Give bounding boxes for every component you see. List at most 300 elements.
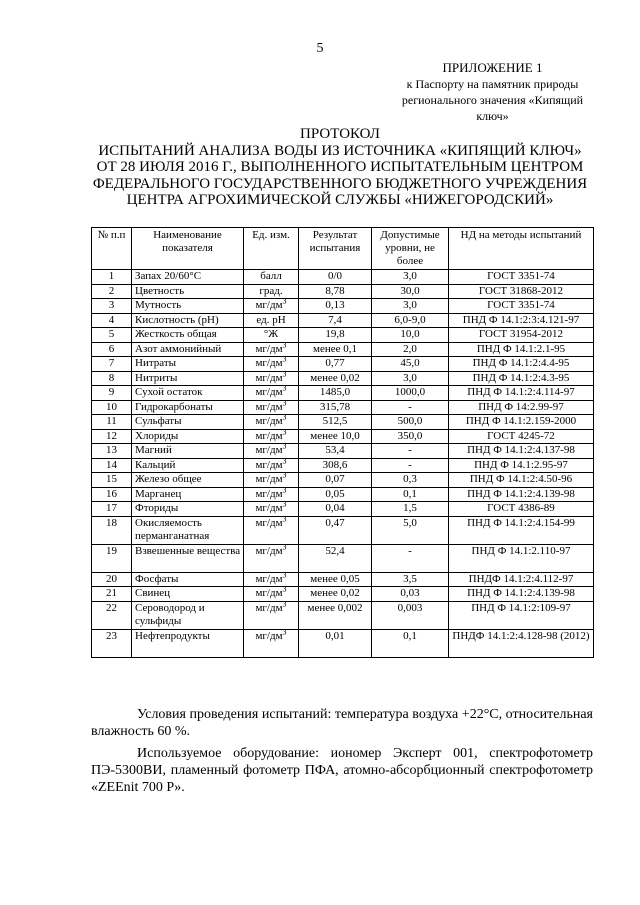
cell-name-text: Запах 20/60°C bbox=[135, 270, 202, 282]
cell-result-text: менее 0,02 bbox=[310, 371, 360, 384]
cell-number-text: 19 bbox=[106, 544, 117, 557]
table-row bbox=[92, 357, 594, 372]
cell-limit bbox=[372, 516, 449, 544]
cell-limit bbox=[372, 284, 449, 299]
cell-name bbox=[132, 270, 244, 285]
cell-method bbox=[449, 270, 594, 285]
cell-number-text: 7 bbox=[108, 357, 115, 369]
cell-limit-text: 0,03 bbox=[400, 587, 420, 599]
cell-method bbox=[449, 313, 594, 328]
cell-unit-text: мг/дм bbox=[255, 444, 283, 456]
cell-unit bbox=[244, 368, 299, 386]
cell-number bbox=[92, 629, 132, 657]
cell-method bbox=[449, 544, 594, 572]
cell-unit-text: мг/дм bbox=[255, 386, 283, 398]
cell-result-text: 315,78 bbox=[319, 400, 351, 413]
cell-method bbox=[449, 386, 594, 401]
results-table bbox=[91, 227, 594, 658]
cell-limit-text: 3,0 bbox=[403, 299, 417, 311]
cell-method bbox=[449, 601, 594, 629]
cell-method bbox=[449, 458, 594, 473]
cell-method-text: ГОСТ 31868-2012 bbox=[478, 284, 564, 297]
cell-unit-text: мг/дм bbox=[255, 629, 283, 642]
cell-method-text: ГОСТ 31954-2012 bbox=[478, 328, 564, 340]
cell-number bbox=[92, 458, 132, 473]
cell-number-text: 6 bbox=[108, 342, 115, 355]
protocol-title bbox=[40, 126, 640, 209]
cell-limit-text: 1,5 bbox=[403, 502, 417, 514]
cell-limit-text: - bbox=[408, 458, 412, 471]
unit-superscript: 3 bbox=[282, 513, 287, 523]
cell-method-text: ПНДФ 14.1:2:4.112-97 bbox=[468, 572, 574, 585]
cell-number-text: 9 bbox=[108, 386, 115, 398]
cell-method-text: ПНД Ф 14.1:2.1-95 bbox=[476, 342, 566, 355]
cell-unit bbox=[244, 470, 299, 488]
cell-result-text: 0,77 bbox=[325, 357, 345, 369]
cell-unit-text: мг/дм bbox=[255, 342, 283, 355]
appendix-line: ключ» bbox=[476, 109, 509, 123]
cell-limit bbox=[372, 572, 449, 587]
table-row bbox=[92, 371, 594, 386]
cell-limit bbox=[372, 357, 449, 372]
cell-name bbox=[132, 429, 244, 444]
cell-method bbox=[449, 572, 594, 587]
cell-name-text: Кальций bbox=[135, 458, 176, 471]
cell-number bbox=[92, 400, 132, 415]
cell-limit-text: - bbox=[408, 544, 412, 557]
unit-superscript: 3 bbox=[282, 470, 287, 480]
cell-result bbox=[299, 444, 372, 459]
cell-unit bbox=[244, 284, 299, 299]
cell-unit-text: мг/дм bbox=[255, 473, 283, 485]
cell-number bbox=[92, 313, 132, 328]
cell-name-text: Фториды bbox=[135, 502, 179, 514]
cell-limit-text: 3,0 bbox=[403, 270, 417, 282]
cell-name-text: Жесткость общая bbox=[135, 328, 217, 340]
cell-unit-text: мг/дм bbox=[255, 371, 283, 384]
test-conditions-text: Условия проведения испытаний: температура воздуха +22°С, относительная влажность 60 %. bbox=[91, 707, 593, 739]
cell-number bbox=[92, 357, 132, 372]
cell-number-text: 8 bbox=[108, 371, 115, 384]
cell-name-text: Свинец bbox=[135, 587, 171, 599]
unit-superscript: 3 bbox=[282, 296, 287, 306]
cell-method bbox=[449, 502, 594, 517]
cell-result-text: 0,47 bbox=[325, 516, 345, 529]
appendix-line: регионального значения «Кипящий bbox=[401, 93, 584, 107]
cell-name-text: Гидрокарбонаты bbox=[135, 400, 213, 413]
cell-limit-text: 2,0 bbox=[403, 342, 417, 355]
cell-number-text: 17 bbox=[106, 502, 117, 514]
cell-number-text: 3 bbox=[108, 299, 115, 311]
cell-limit-text: - bbox=[408, 400, 412, 413]
cell-unit bbox=[244, 441, 299, 459]
cell-result-text: менее 10,0 bbox=[310, 429, 360, 442]
cell-number bbox=[92, 270, 132, 285]
cell-method-text: ПНД Ф 14.1:2:4.50-96 bbox=[469, 473, 573, 485]
cell-limit bbox=[372, 601, 449, 629]
cell-limit bbox=[372, 429, 449, 444]
cell-method-text: ПНД Ф 14.1:2:4.114-97 bbox=[467, 386, 575, 398]
cell-unit-text: балл bbox=[260, 270, 282, 282]
cell-result bbox=[299, 386, 372, 401]
cell-result bbox=[299, 400, 372, 415]
cell-name bbox=[132, 444, 244, 459]
cell-unit bbox=[244, 412, 299, 430]
cell-name-text: Мутность bbox=[135, 299, 182, 311]
table-row bbox=[92, 299, 594, 314]
cell-number-text: 16 bbox=[106, 487, 117, 500]
cell-method-text: ПНД Ф 14.1:2:4.3-95 bbox=[472, 371, 570, 384]
cell-unit-text: мг/дм bbox=[255, 572, 283, 585]
cell-name-text: Хлориды bbox=[135, 429, 179, 442]
cell-method bbox=[449, 284, 594, 299]
cell-unit bbox=[244, 328, 299, 343]
cell-limit bbox=[372, 544, 449, 572]
cell-method-text: ГОСТ 3351-74 bbox=[487, 299, 555, 311]
table-header-row bbox=[92, 228, 594, 270]
cell-number-text: 12 bbox=[106, 429, 117, 442]
unit-superscript: 3 bbox=[282, 354, 287, 364]
cell-limit-text: 10,0 bbox=[400, 328, 420, 340]
table-row bbox=[92, 313, 594, 328]
cell-name-text: Нитриты bbox=[135, 371, 178, 384]
cell-method bbox=[449, 629, 594, 657]
cell-number-text: 5 bbox=[108, 328, 115, 340]
unit-superscript: 3 bbox=[282, 499, 287, 509]
cell-unit-text: град. bbox=[259, 284, 283, 297]
cell-result bbox=[299, 458, 372, 473]
cell-name-text: Фосфаты bbox=[135, 572, 179, 585]
cell-limit-text: 3,5 bbox=[403, 572, 417, 585]
cell-result bbox=[299, 544, 372, 572]
cell-unit bbox=[244, 513, 299, 544]
cell-method bbox=[449, 444, 594, 459]
cell-number-text: 23 bbox=[106, 629, 117, 642]
cell-method-text: ПНД Ф 14.1:2.110-97 bbox=[471, 544, 571, 557]
unit-superscript: 3 bbox=[282, 626, 287, 636]
table-row bbox=[92, 516, 594, 544]
unit-superscript: 3 bbox=[282, 339, 287, 349]
cell-name-text: Цветность bbox=[135, 284, 185, 297]
unit-superscript: 3 bbox=[282, 412, 287, 422]
cell-name bbox=[132, 328, 244, 343]
table-row bbox=[92, 502, 594, 517]
cell-unit-text: °Ж bbox=[263, 328, 279, 340]
cell-name bbox=[132, 516, 244, 544]
table-row bbox=[92, 400, 594, 415]
cell-number bbox=[92, 487, 132, 502]
cell-result bbox=[299, 357, 372, 372]
cell-number bbox=[92, 386, 132, 401]
cell-method-text: ГОСТ 4386-89 bbox=[487, 502, 555, 514]
table-row bbox=[92, 473, 594, 488]
cell-number-text: 22 bbox=[106, 601, 117, 614]
cell-limit-text: 500,0 bbox=[397, 415, 423, 427]
cell-method-text: ПНД Ф 14.1:2.95-97 bbox=[474, 458, 568, 471]
cell-name-text: Сухой остаток bbox=[135, 386, 203, 398]
protocol-heading: ПРОТОКОЛ bbox=[300, 126, 380, 142]
table-row bbox=[92, 444, 594, 459]
cell-limit bbox=[372, 313, 449, 328]
header-cell-method: НД на методы испытаний bbox=[449, 228, 594, 270]
cell-result-text: 52,4 bbox=[325, 544, 345, 557]
cell-unit bbox=[244, 499, 299, 517]
table-row bbox=[92, 342, 594, 357]
cell-name bbox=[132, 458, 244, 473]
cell-unit bbox=[244, 383, 299, 401]
cell-limit-text: 350,0 bbox=[397, 429, 423, 442]
cell-unit-text: ед. pH bbox=[256, 313, 286, 326]
appendix-title: ПРИЛОЖЕНИЕ 1 bbox=[442, 60, 543, 75]
cell-unit-text: мг/дм bbox=[255, 544, 283, 557]
table-body bbox=[92, 270, 594, 658]
cell-result bbox=[299, 587, 372, 602]
cell-name bbox=[132, 386, 244, 401]
cell-name-text: Сероводород и сульфиды bbox=[135, 601, 205, 627]
protocol-subtitle-line: ФЕДЕРАЛЬНОГО ГОСУДАРСТВЕННОГО БЮДЖЕТНОГО УЧРЕЖДЕНИЯ bbox=[92, 175, 588, 192]
cell-unit bbox=[244, 455, 299, 473]
cell-method-text: ПНД Ф 14.1:2:4.154-99 bbox=[467, 516, 575, 529]
cell-unit-text: мг/дм bbox=[255, 516, 283, 529]
cell-number bbox=[92, 284, 132, 299]
table-row bbox=[92, 629, 594, 657]
cell-unit bbox=[244, 584, 299, 602]
cell-name-text: Сульфаты bbox=[135, 415, 182, 427]
table-row bbox=[92, 572, 594, 587]
cell-limit-text: 1000,0 bbox=[394, 386, 426, 398]
cell-unit bbox=[244, 541, 299, 572]
cell-number-text: 4 bbox=[108, 313, 115, 326]
cell-limit-text: - bbox=[408, 444, 412, 456]
cell-limit bbox=[372, 415, 449, 430]
cell-method bbox=[449, 328, 594, 343]
cell-number-text: 14 bbox=[106, 458, 117, 471]
cell-method bbox=[449, 357, 594, 372]
cell-limit bbox=[372, 299, 449, 314]
cell-name bbox=[132, 342, 244, 357]
cell-name-text: Взвешенные вещества bbox=[135, 544, 241, 557]
cell-result-text: 0,05 bbox=[325, 487, 345, 500]
protocol-subtitle-line: ОТ 28 ИЮЛЯ 2016 Г., ВЫПОЛНЕННОГО ИСПЫТАТЕЛЬНЫМ ЦЕНТРОМ bbox=[96, 159, 584, 175]
cell-method-text: ПНД Ф 14.1:2:4.139-98 bbox=[467, 487, 575, 500]
cell-name bbox=[132, 313, 244, 328]
cell-number-text: 15 bbox=[106, 473, 117, 485]
cell-name-text: Магний bbox=[135, 444, 172, 456]
cell-method bbox=[449, 400, 594, 415]
unit-superscript: 3 bbox=[282, 541, 287, 551]
cell-number bbox=[92, 473, 132, 488]
cell-result bbox=[299, 299, 372, 314]
cell-limit bbox=[372, 386, 449, 401]
cell-unit-text: мг/дм bbox=[255, 458, 283, 471]
cell-result-text: 0,01 bbox=[325, 629, 345, 642]
cell-method bbox=[449, 587, 594, 602]
cell-unit bbox=[244, 569, 299, 587]
cell-result bbox=[299, 473, 372, 488]
conditions-block bbox=[91, 706, 593, 801]
cell-unit-text: мг/дм bbox=[255, 429, 283, 442]
cell-number bbox=[92, 299, 132, 314]
cell-limit bbox=[372, 328, 449, 343]
cell-limit-text: 3,0 bbox=[403, 371, 417, 384]
table-row bbox=[92, 328, 594, 343]
cell-limit bbox=[372, 473, 449, 488]
unit-superscript: 3 bbox=[282, 484, 287, 494]
cell-limit bbox=[372, 444, 449, 459]
cell-result-text: менее 0,02 bbox=[310, 587, 360, 599]
cell-unit bbox=[244, 397, 299, 415]
cell-name-text: Марганец bbox=[135, 487, 182, 500]
cell-limit bbox=[372, 487, 449, 502]
cell-name bbox=[132, 400, 244, 415]
cell-name bbox=[132, 487, 244, 502]
unit-superscript: 3 bbox=[282, 569, 287, 579]
cell-unit bbox=[244, 354, 299, 372]
cell-name bbox=[132, 415, 244, 430]
cell-result bbox=[299, 415, 372, 430]
table-row bbox=[92, 544, 594, 572]
unit-superscript: 3 bbox=[282, 383, 287, 393]
cell-result bbox=[299, 342, 372, 357]
cell-method-text: ПНД Ф 14.1:2:109-97 bbox=[471, 601, 571, 614]
header-cell-name: Наименование показателя bbox=[132, 228, 244, 270]
cell-limit-text: 0,3 bbox=[403, 473, 417, 485]
cell-result-text: 512,5 bbox=[322, 415, 348, 427]
cell-method-text: ПНД Ф 14:2.99-97 bbox=[478, 400, 564, 413]
cell-result bbox=[299, 429, 372, 444]
cell-method bbox=[449, 487, 594, 502]
cell-number bbox=[92, 601, 132, 629]
cell-limit-text: 0,1 bbox=[403, 487, 417, 500]
cell-method-text: ГОСТ 4245-72 bbox=[487, 429, 555, 442]
table-row bbox=[92, 458, 594, 473]
cell-limit bbox=[372, 270, 449, 285]
cell-number bbox=[92, 415, 132, 430]
cell-name-text: Нефтепродукты bbox=[135, 629, 210, 642]
header-cell-limit: Допустимые уровни, не более bbox=[372, 228, 449, 270]
cell-limit-text: 0,003 bbox=[397, 601, 423, 614]
cell-result bbox=[299, 601, 372, 629]
cell-number-text: 11 bbox=[106, 415, 117, 427]
cell-number bbox=[92, 342, 132, 357]
cell-result bbox=[299, 516, 372, 544]
cell-name bbox=[132, 572, 244, 587]
cell-unit bbox=[244, 626, 299, 657]
cell-limit bbox=[372, 371, 449, 386]
cell-name bbox=[132, 544, 244, 572]
protocol-subtitle-line: ИСПЫТАНИЙ АНАЛИЗА ВОДЫ ИЗ ИСТОЧНИКА «КИПЯЩИЙ КЛЮЧ» bbox=[98, 142, 582, 159]
cell-number-text: 21 bbox=[106, 587, 117, 599]
cell-number-text: 13 bbox=[106, 444, 117, 456]
cell-unit-text: мг/дм bbox=[255, 400, 283, 413]
table-row bbox=[92, 386, 594, 401]
unit-superscript: 3 bbox=[282, 397, 287, 407]
cell-method bbox=[449, 299, 594, 314]
appendix-line: к Паспорту на памятник природы bbox=[406, 77, 579, 91]
cell-unit bbox=[244, 598, 299, 629]
cell-limit bbox=[372, 587, 449, 602]
unit-superscript: 3 bbox=[282, 368, 287, 378]
header-cell-result: Результат испытания bbox=[299, 228, 372, 270]
cell-unit bbox=[244, 296, 299, 314]
cell-number bbox=[92, 502, 132, 517]
cell-result-text: 53,4 bbox=[325, 444, 345, 456]
cell-limit-text: 5,0 bbox=[403, 516, 417, 529]
cell-method-text: ПНД Ф 14.1:2:3:4.121-97 bbox=[462, 313, 580, 326]
cell-method-text: ГОСТ 3351-74 bbox=[487, 270, 555, 282]
cell-result bbox=[299, 313, 372, 328]
cell-name bbox=[132, 371, 244, 386]
header-cell-unit: Ед. изм. bbox=[244, 228, 299, 270]
cell-result-text: 0,07 bbox=[325, 473, 345, 485]
cell-limit-text: 45,0 bbox=[400, 357, 420, 369]
cell-result-text: 0,04 bbox=[325, 502, 345, 514]
cell-name-text: Железо общее bbox=[135, 473, 202, 485]
cell-name bbox=[132, 601, 244, 629]
cell-name bbox=[132, 299, 244, 314]
cell-unit bbox=[244, 484, 299, 502]
cell-result-text: менее 0,1 bbox=[313, 342, 357, 355]
cell-result-text: 1485,0 bbox=[319, 386, 351, 398]
cell-result-text: 0/0 bbox=[327, 270, 343, 282]
cell-number bbox=[92, 444, 132, 459]
cell-result bbox=[299, 284, 372, 299]
cell-result-text: 7,4 bbox=[328, 313, 342, 326]
unit-superscript: 3 bbox=[282, 441, 287, 451]
cell-limit bbox=[372, 400, 449, 415]
cell-name bbox=[132, 473, 244, 488]
cell-method bbox=[449, 516, 594, 544]
cell-number-text: 1 bbox=[108, 270, 115, 282]
cell-number bbox=[92, 516, 132, 544]
cell-name-text: Азот аммонийный bbox=[135, 342, 222, 355]
cell-limit-text: 30,0 bbox=[400, 284, 420, 297]
cell-unit-text: мг/дм bbox=[255, 299, 283, 311]
cell-method-text: ПНД Ф 14.1:2:4.139-98 bbox=[467, 587, 575, 599]
cell-result-text: 0,13 bbox=[325, 299, 345, 311]
cell-name bbox=[132, 629, 244, 657]
cell-number bbox=[92, 328, 132, 343]
cell-method bbox=[449, 342, 594, 357]
header-cell-number: № п.п bbox=[92, 228, 132, 270]
cell-method-text: ПНД Ф 14.1:2:4.4-95 bbox=[472, 357, 570, 369]
cell-name-text: Кислотность (pH) bbox=[135, 313, 219, 326]
table-row bbox=[92, 284, 594, 299]
cell-limit-text: 0,1 bbox=[403, 629, 417, 642]
cell-number bbox=[92, 429, 132, 444]
cell-limit-text: 6,0-9,0 bbox=[394, 313, 426, 326]
cell-number bbox=[92, 371, 132, 386]
cell-unit-text: мг/дм bbox=[255, 601, 283, 614]
table-row bbox=[92, 587, 594, 602]
cell-method-text: ПНД Ф 14.1:2:4.137-98 bbox=[467, 444, 575, 456]
cell-number-text: 20 bbox=[106, 572, 117, 585]
cell-limit bbox=[372, 342, 449, 357]
cell-unit bbox=[244, 426, 299, 444]
protocol-subtitle-line: ЦЕНТРА АГРОХИМИЧЕСКОЙ СЛУЖБЫ «НИЖЕГОРОДСКИЙ» bbox=[126, 192, 554, 208]
cell-unit bbox=[244, 313, 299, 328]
cell-limit bbox=[372, 502, 449, 517]
cell-unit bbox=[244, 270, 299, 285]
cell-unit bbox=[244, 339, 299, 357]
cell-method-text: ПНДФ 14.1:2:4.128-98 (2012) bbox=[452, 629, 590, 642]
cell-limit bbox=[372, 629, 449, 657]
appendix-block bbox=[370, 60, 615, 124]
cell-limit bbox=[372, 458, 449, 473]
cell-result-text: менее 0,05 bbox=[310, 572, 360, 585]
cell-result bbox=[299, 629, 372, 657]
cell-result bbox=[299, 487, 372, 502]
